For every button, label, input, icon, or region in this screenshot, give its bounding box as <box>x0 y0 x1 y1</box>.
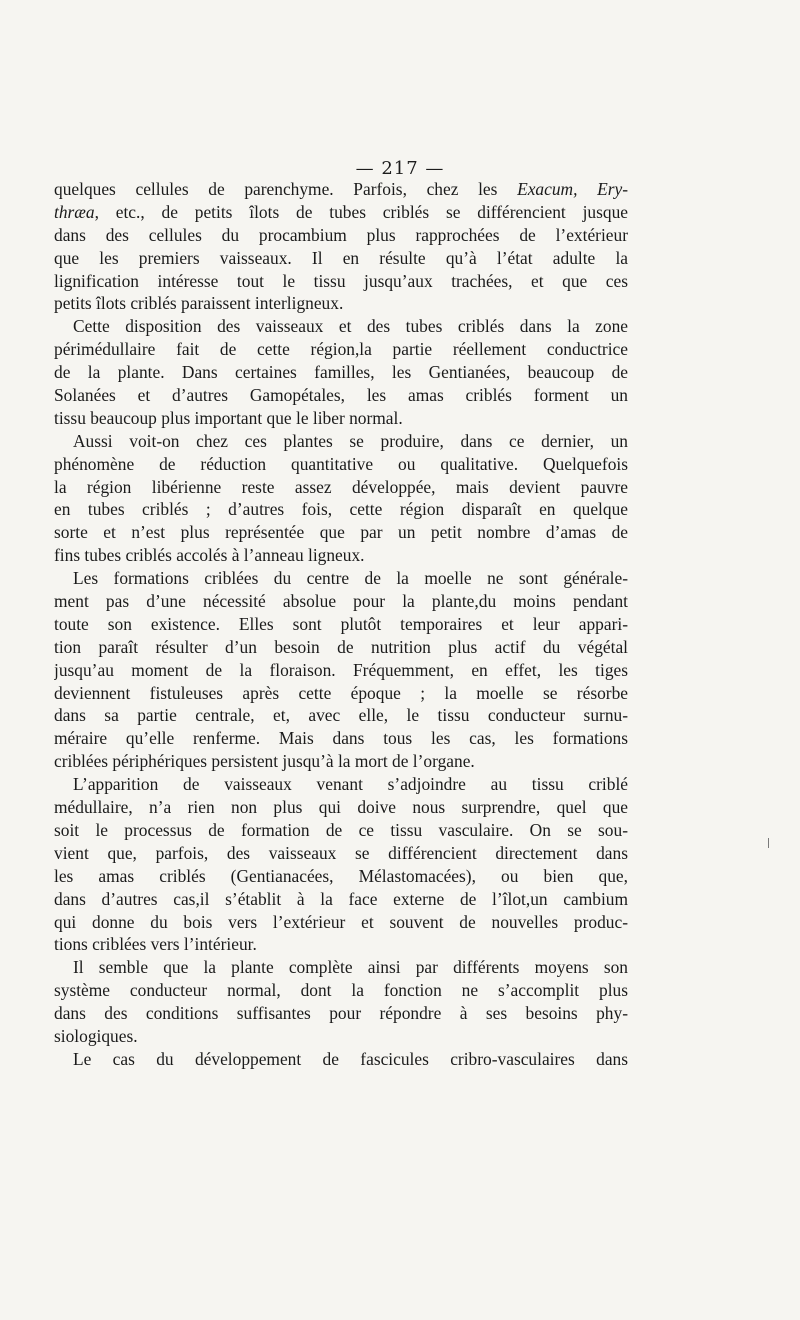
text-segment: tions criblées vers l’intérieur. <box>54 934 257 955</box>
text-segment: Il semble que la plante complète ainsi par différents moyens son <box>73 957 628 978</box>
text-line <box>54 636 628 659</box>
text-line <box>54 911 628 934</box>
text-segment: que les premiers vaisseaux. Il en résulte qu’à l’état adulte la <box>54 247 628 268</box>
text-segment: , etc., de petits îlots de tubes criblés se différencient jusque <box>94 201 628 222</box>
text-line <box>54 407 628 430</box>
text-segment: quelques cellules de parenchyme. Parfois, chez les <box>54 179 518 199</box>
text-segment: périmédullaire fait de cette région,la partie réellement conductrice <box>54 339 628 360</box>
text-line <box>54 933 628 956</box>
text-line <box>54 750 628 773</box>
text-segment: L’apparition de vaisseaux venant s’adjoindre au tissu criblé <box>73 774 628 795</box>
text-line <box>54 613 628 636</box>
text-line <box>54 796 628 819</box>
text-segment: deviennent fistuleuses après cette époque ; la moelle se résorbe <box>54 682 628 703</box>
text-segment: qui donne du bois vers l’extérieur et souvent de nouvelles produc- <box>54 911 628 932</box>
body-text <box>54 178 628 1071</box>
text-line <box>54 384 628 407</box>
text-line <box>54 819 628 842</box>
text-segment: Solanées et d’autres Gamopétales, les amas criblés forment un <box>54 385 628 406</box>
text-line <box>54 842 628 865</box>
text-segment: Les formations criblées du centre de la moelle ne sont générale- <box>73 568 628 589</box>
text-segment: ment pas d’une nécessité absolue pour la plante,du moins pendant <box>54 591 628 612</box>
text-line <box>54 590 628 613</box>
text-segment: petits îlots criblés paraissent interligneux. <box>54 293 344 314</box>
text-line <box>54 544 628 567</box>
text-line <box>54 773 628 796</box>
page-number: — 217 — <box>355 158 445 179</box>
text-line <box>54 453 628 476</box>
text-segment: méraire qu’elle renferme. Mais dans tous les cas, les formations <box>54 728 628 749</box>
text-line <box>54 315 628 338</box>
text-segment: Aussi voit-on chez ces plantes se produire, dans ce dernier, un <box>73 430 628 451</box>
text-segment: les amas criblés (Gentianacées, Mélastomacées), ou bien que, <box>54 865 628 886</box>
text-segment: vient que, parfois, des vaisseaux se différencient directement dans <box>54 842 628 863</box>
text-segment: en tubes criblés ; d’autres fois, cette région disparaît en quelque <box>54 499 628 520</box>
text-segment: jusqu’au moment de la floraison. Fréquemment, en effet, les tiges <box>54 659 628 680</box>
text-line <box>54 888 628 911</box>
text-segment: la région libérienne reste assez développée, mais devient pauvre <box>54 476 628 497</box>
text-segment: toute son existence. Elles sont plutôt temporaires et leur appari- <box>54 613 628 634</box>
text-segment: médullaire, n’a rien non plus qui doive nous surprendre, quel que <box>54 797 628 818</box>
text-line <box>54 270 628 293</box>
text-line <box>54 704 628 727</box>
text-line <box>54 727 628 750</box>
text-line <box>54 521 628 544</box>
text-segment: phénomène de réduction quantitative ou qualitative. Quelquefois <box>54 453 628 474</box>
text-line <box>54 292 628 315</box>
text-line <box>54 247 628 270</box>
text-line <box>54 361 628 384</box>
text-segment: tion paraît résulter d’un besoin de nutrition plus actif du végétal <box>54 636 628 657</box>
text-segment: Cette disposition des vaisseaux et des tubes criblés dans la zone <box>73 316 628 337</box>
text-segment: soit le processus de formation de ce tissu vasculaire. On se sou- <box>54 819 628 840</box>
text-segment: dans des cellules du procambium plus rapprochées de l’extérieur <box>54 224 628 245</box>
text-segment: criblées périphériques persistent jusqu’à la mort de l’organe. <box>54 751 475 772</box>
text-line <box>54 659 628 682</box>
text-segment: siologiques. <box>54 1025 138 1046</box>
text-line <box>54 1002 628 1025</box>
text-segment: Le cas du développement de fascicules cribro-vasculaires dans <box>73 1048 628 1069</box>
italic-text: Exacum, Ery- <box>517 179 628 199</box>
text-line <box>54 865 628 888</box>
text-line <box>54 476 628 499</box>
text-segment: fins tubes criblés accolés à l’anneau ligneux. <box>54 545 365 566</box>
text-segment: de la plante. Dans certaines familles, les Gentianées, beaucoup de <box>54 362 628 383</box>
text-segment: système conducteur normal, dont la fonction ne s’accomplit plus <box>54 980 628 1001</box>
text-segment: dans sa partie centrale, et, avec elle, le tissu conducteur surnu- <box>54 705 628 726</box>
text-line <box>54 178 628 201</box>
text-line <box>54 430 628 453</box>
text-line <box>54 1048 628 1071</box>
italic-text: thræa <box>54 201 95 222</box>
text-line <box>54 567 628 590</box>
text-segment: sorte et n’est plus représentée que par un petit nombre d’amas de <box>54 522 628 543</box>
text-segment: dans d’autres cas,il s’établit à la face externe de l’îlot,un cambium <box>54 888 628 909</box>
text-line <box>54 1025 628 1048</box>
text-line <box>54 682 628 705</box>
margin-mark <box>768 838 769 848</box>
text-line <box>54 956 628 979</box>
text-segment: lignification intéresse tout le tissu jusqu’aux trachées, et que ces <box>54 270 628 291</box>
text-line <box>54 201 628 224</box>
text-line <box>54 338 628 361</box>
text-segment: dans des conditions suffisantes pour répondre à ses besoins phy- <box>54 1003 628 1024</box>
text-segment: tissu beaucoup plus important que le liber normal. <box>54 407 403 428</box>
text-line <box>54 498 628 521</box>
text-line <box>54 224 628 247</box>
text-line <box>54 979 628 1002</box>
